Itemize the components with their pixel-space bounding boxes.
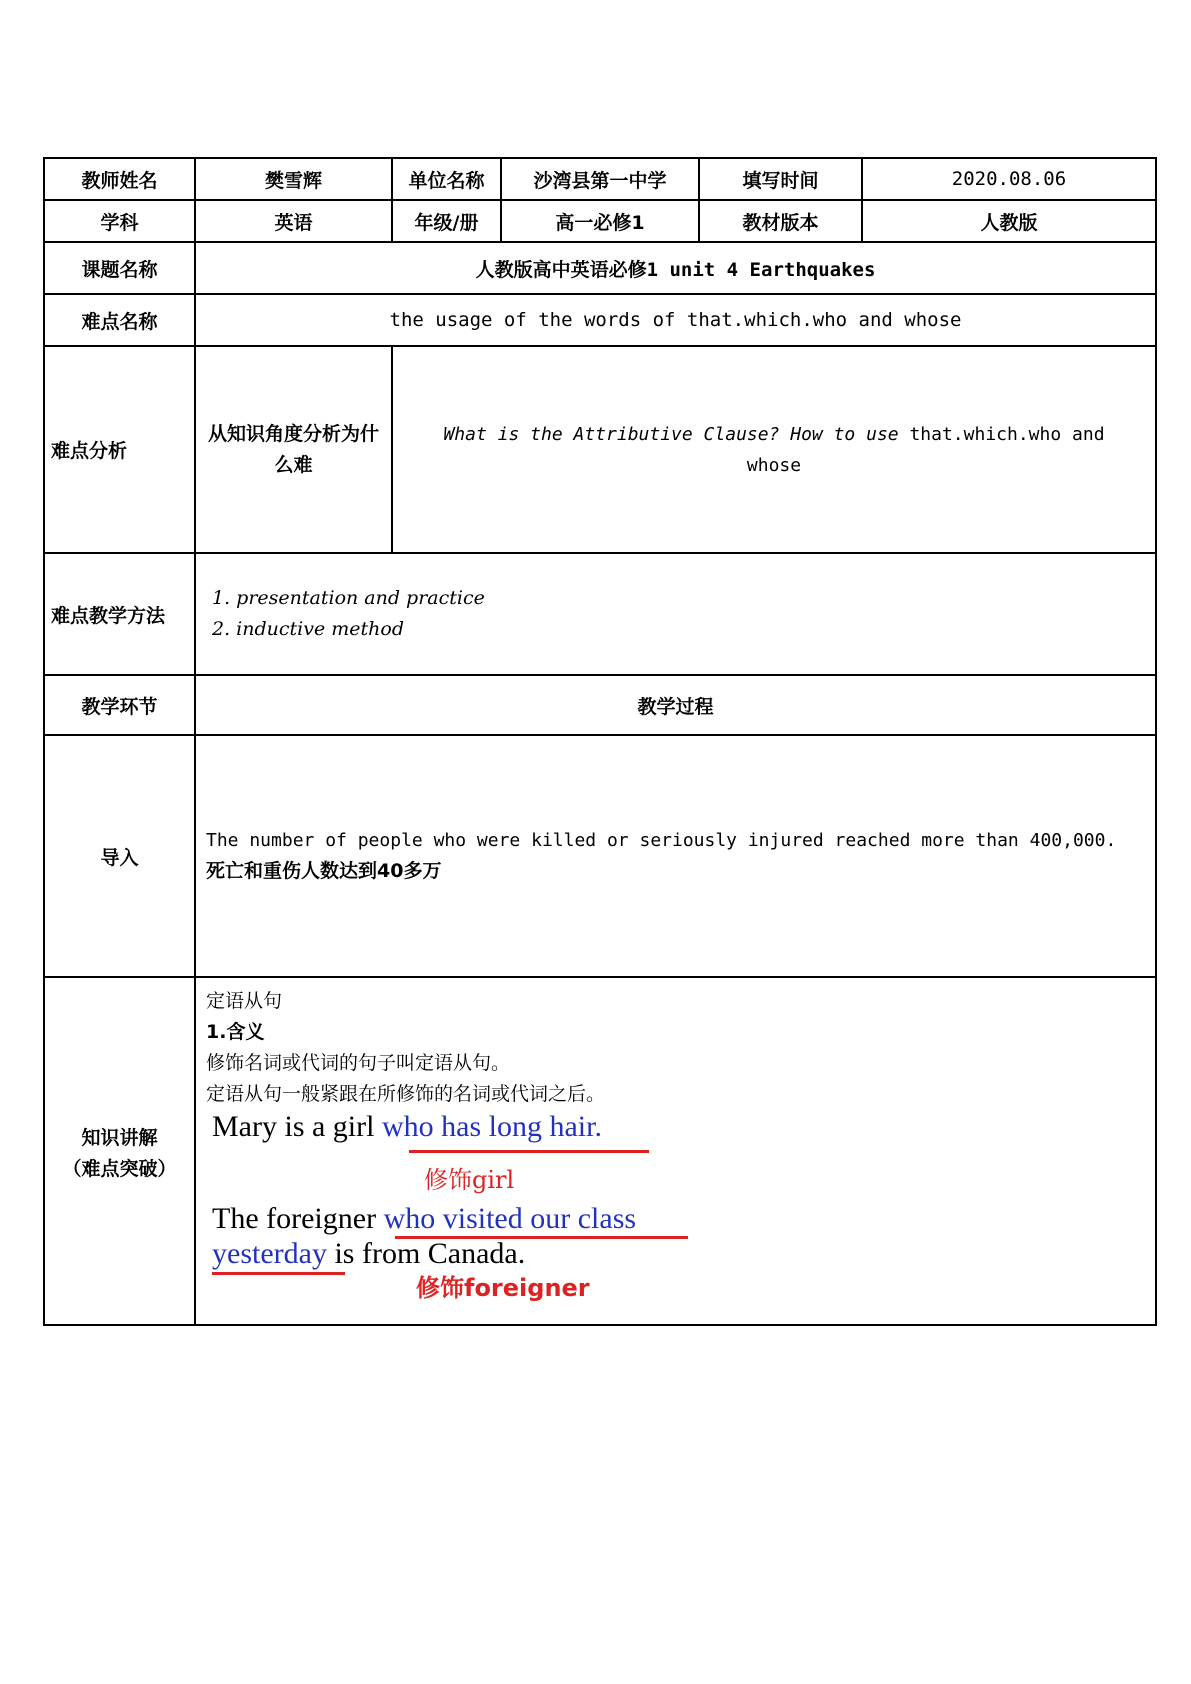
method-list (202, 583, 1149, 645)
intro-cell (195, 735, 1156, 977)
method-item-1: 1. presentation and practice (212, 587, 485, 609)
textbook-label: 教材版本 (699, 200, 862, 242)
knowledge-title: 定语从句 (206, 990, 283, 1012)
example-2-plain1: The foreigner (212, 1202, 384, 1235)
intro-row (44, 735, 1156, 977)
knowledge-def1: 修饰名词或代词的句子叫定语从句。 (206, 1052, 511, 1074)
method-cell (195, 553, 1156, 675)
example-2-clause1: who visited our class (383, 1202, 637, 1235)
topic-label: 课题名称 (44, 242, 195, 294)
analysis-sublabel: 从知识角度分析为什么难 (195, 346, 392, 553)
meta-row-1 (44, 158, 1156, 200)
grade-label: 年级/册 (392, 200, 501, 242)
date-label: 填写时间 (699, 158, 862, 200)
knowledge-point: 1.含义 (206, 1021, 265, 1043)
unit-label: 单位名称 (392, 158, 501, 200)
intro-english: The number of people who were killed or seriously injured reached more than 400,000. (206, 830, 1117, 851)
example-2-line2 (212, 1237, 525, 1271)
analysis-question-italic: What is the Attributive Clause? How to use (443, 423, 899, 445)
method-row (44, 553, 1156, 675)
topic-value: 人教版高中英语必修1 unit 4 Earthquakes (195, 242, 1156, 294)
date-value: 2020.08.06 (862, 158, 1156, 200)
difficulty-label: 难点名称 (44, 294, 195, 346)
knowledge-label (44, 977, 195, 1325)
knowledge-label-line1: 知识讲解 (81, 1127, 158, 1149)
analysis-label: 难点分析 (44, 346, 195, 553)
knowledge-row (44, 977, 1156, 1325)
lesson-plan-table (43, 157, 1157, 1326)
subject-value: 英语 (195, 200, 392, 242)
example-1-note: 修饰girl (424, 1166, 515, 1194)
process-value: 教学过程 (195, 675, 1156, 735)
method-item-2: 2. inductive method (212, 618, 404, 640)
textbook-value: 人教版 (862, 200, 1156, 242)
analysis-question-plain: that.which.who and whose (746, 423, 1105, 476)
process-label: 教学环节 (44, 675, 195, 735)
teacher-label: 教师姓名 (44, 158, 195, 200)
knowledge-def2: 定语从句一般紧跟在所修饰的名词或代词之后。 (206, 1083, 606, 1105)
analysis-question (392, 346, 1156, 553)
example-1-plain: Mary is a girl (212, 1110, 382, 1143)
example-2-clause2: yesterday (212, 1237, 327, 1270)
example-1-clause: who has long hair. (381, 1110, 602, 1143)
knowledge-text (202, 982, 1149, 1110)
meta-row-2 (44, 200, 1156, 242)
grade-value: 高一必修1 (501, 200, 699, 242)
teacher-name: 樊雪辉 (195, 158, 392, 200)
difficulty-value: the usage of the words of that.which.who and whose (195, 294, 1156, 346)
subject-label: 学科 (44, 200, 195, 242)
analysis-row (44, 346, 1156, 553)
examples-block (212, 1110, 1149, 1320)
knowledge-label-line2: （难点突破） (62, 1158, 177, 1180)
example-1-underline (409, 1150, 649, 1153)
difficulty-row (44, 294, 1156, 346)
method-label: 难点教学方法 (44, 553, 195, 675)
unit-name: 沙湾县第一中学 (501, 158, 699, 200)
example-2-underline2 (212, 1272, 345, 1275)
intro-text (202, 825, 1149, 887)
example-2-note: 修饰foreigner (416, 1274, 590, 1302)
example-1 (212, 1110, 602, 1144)
example-2-plain2: is from Canada. (326, 1237, 526, 1270)
topic-row (44, 242, 1156, 294)
process-header-row (44, 675, 1156, 735)
intro-label: 导入 (44, 735, 195, 977)
intro-chinese: 死亡和重伤人数达到40多万 (206, 860, 442, 882)
example-2-line1 (212, 1202, 636, 1236)
knowledge-cell (195, 977, 1156, 1325)
